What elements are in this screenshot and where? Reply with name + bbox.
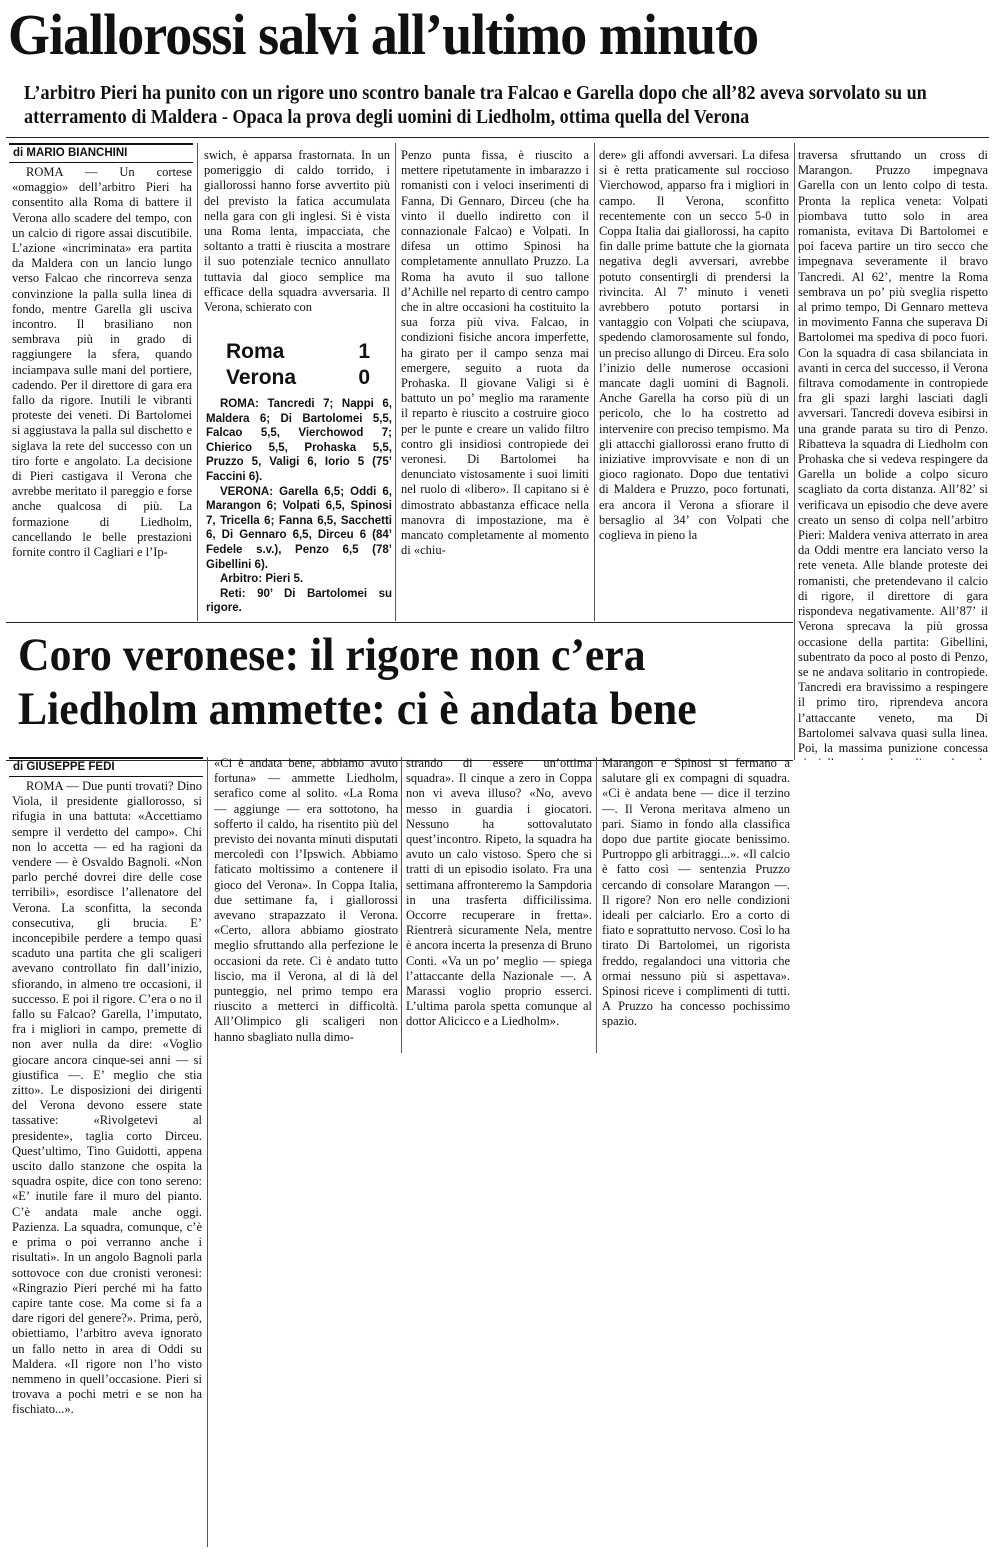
goals-away: 0 (358, 366, 370, 389)
score-box (206, 339, 392, 616)
article1-column-5-bottom (798, 760, 988, 1100)
score-row-away (206, 365, 392, 391)
bottom-edge (0, 1549, 213, 1557)
column-divider (594, 143, 595, 621)
article1-column-2: swich, è apparsa frastornata. In un pomeriggio di caldo torrido, i giallorossi hanno forse avvertito più del previsto la fatica accumulata nella gara con gli inglesi. Si è vista una Roma lenta, impacciata, che soltanto a tratti è riuscita a mostrare il suo potenziale tecnico annullato tuttavia dal gioco semplice ma efficace della squadra avversaria. Il Verona, schierato con (204, 148, 390, 315)
score-row-home (206, 339, 392, 365)
goals-home: 1 (358, 340, 370, 363)
headline-secondary-line2: Liedholm ammette: ci è andata bene (18, 683, 697, 735)
headline-main: Giallorossi salvi all’ultimo minuto (8, 2, 759, 67)
article2-column-3: strando di essere un’ottima squadra». Il cinque a zero in Coppa non vi aveva illuso? «No, avevo messo in guardia i giocatori. Nessuno ha sottovalutato quest’incontro. Ripeto, la squadra ha avuto un calo vistoso. Spero che si tratti di un episodio isolato. Fra una settimana affronteremo la Sampdoria in una trasferta difficilissima. Occorre recuperare in fretta». Rientrerà sicuramente Nela, mentre è ancora incerta la presenza di Bruno Conti. «Va un po’ meglio — spiega l’attaccante della Nazionale —. A Marassi voglio proprio esserci. L’ultima parola spetta comunque al dottor Alicicco e a Liedholm». (406, 756, 592, 1029)
article1-column-5-top: traversa sfruttando un cross di Marangon. Pruzzo impegnava Garella con un lento colpo di testa. Pronta la replica veneta: Volpati piombava tutto solo in area romanista, evitava Di Bartolomei e poi faceva partire un tiro secco che impegnava severamente il bravo Tancredi. Al 62’, mentre la Roma sembrava un po’ più sveglia rispetto al primo tempo, Di Gennaro metteva in movimento Fanna che superava Di Bartolomei ma spediva di poco fuori. Con la squadra di casa sbilanciata in avanti in cerca del successo, il Verona filtrava comodamente in contropiede fra gli spazi larghi lasciati dagli avversari. Tancredi doveva esibirsi in una grande parata su tiro di Penzo. Ribatteva la squadra di Liedholm con Prohaska che si vedeva respingere da Garella un bolide a colpo sicuro scagliato da corta distanza. All’82’ si verificava un episodio che deve avere creato un senso di colpa nell’arbitro Pieri: Maldera veniva atterrato in area da Oddi mentre era lanciato verso la rete veneta. Alle blande proteste dei romanisti, che pretendevano il calcio di rigore, il direttore di gara rispondeva negativamente. All’87’ il Verona sprecava la più grossa occasione della partita: Gibellini, subentrato da poco al posto di Penzo, se ne andava solitario in contropiede. Tancredi era bravissimo a respingere il primo tiro, riprendeva ancora l’attaccante veneto, ma Di Bartolomei salvava quasi sulla linea. Poi, la massima punizione concessa (798, 148, 988, 755)
lineups (206, 397, 392, 616)
article2-column-2: «Ci è andata bene, abbiamo avuto fortuna» — ammette Liedholm, serafico come al solito. «La Roma — aggiunge — era sottotono, ha sofferto il caldo, ha risentito più del previsto dei novanta minuti disputati mercoledì con l’Ipswich. Abbiamo faticato moltissimo a contenere il gioco del Verona». In Coppa Italia, due settimane fa, i giallorossi avevano strapazzato il Verona. «Certo, allora abbiamo giostrato meglio sfruttando alla perfezione le occasioni da rete. Ci è andato tutto liscio, ma il Verona, al di là del punteggio, nel primo tempo era riuscito a metterci in difficoltà. All’Olimpico gli scaligeri non hanno sbagliato nulla dimo- (214, 756, 398, 1044)
article1-column-3: Penzo punta fissa, è riuscito a mettere ripetutamente in imbarazzo i romanisti con i veloci inserimenti di Fanna, Di Gennaro, Dirceu (che ha vinto il duello indiretto con il connazionale Falcao) e Volpati. In difesa un ottimo Spinosi ha completamente annullato Pruzzo. La Roma ha avuto il suo tallone d’Achille nel reparto di centro campo che in altre occasioni ha costituito la sua forza più viva. Falcao, in condizioni fisiche ancora imperfette, ha girato per il campo senza mai emergere, seguito a ruota da Prohaska. Il giovane Valigi si è battuto un po’ meglio ma raramente il reparto è riuscito a costruire gioco per le punte e creare un valido filtro contro gli insidiosi contropiede dei veronesi. Di Bartolomei ha denunciato vistosamente i suoi limiti nel ruolo di «libero». Il capitano si è dimostrato abbastanza efficace nella manovra di impostazione, ma è mancato completamente al momento di «chiu- (401, 148, 589, 558)
column-divider (794, 143, 795, 763)
column-divider (197, 143, 198, 621)
byline-bianchini: di MARIO BIANCHINI (9, 143, 193, 163)
blank-area (213, 1258, 997, 1557)
column-divider (207, 757, 208, 1547)
team-away: Verona (226, 366, 297, 389)
subheadline: L’arbitro Pieri ha punito con un rigore uno scontro banale tra Falcao e Garella dopo che all’82 aveva sorvolato su un atterramento di Maldera - Opaca la prova degli uomini di Liedholm, ottima quella del Verona (24, 83, 927, 128)
lineup-verona: VERONA: Garella 6,5; Oddi 6, Marangon 6; Volpati 6,5, Spinosi 7, Tricella 6; Fanna 6,5, Sacchetti 6, Di Gennaro 6,5, Dirceu 6 (84’ Fedele s.v.), Penzo 6,5 (78’ Gibellini 6). (206, 485, 392, 571)
article2-column-4: Marangon e Spinosi si fermano a salutare gli ex compagni di squadra. «Ci è andata bene — dice il terzino —. Il Verona meritava almeno un pari. Siamo in fondo alla classifica dopo due partite giocate benissimo. Purtroppo gli arbitraggi...». «Il calcio è fatto così — sentenzia Pruzzo cercando di consolare Marangon —. Il rigore? Non ero nelle condizioni ideali per calciarlo. Ero a corto di fiato e soprattutto nervoso. Così lo ha tirato Di Bartolomei, un rigorista freddo, regalandoci una vittoria che ormai nessuno più si aspettava». Spinosi riceve i complimenti di tutti. A Pruzzo ha concesso pochissimo spazio. (602, 756, 790, 1029)
goals-scored: Reti: 90’ Di Bartolomei su rigore. (206, 587, 392, 615)
column-divider (401, 757, 402, 1053)
divider (6, 137, 989, 138)
article-clipping-main (0, 0, 997, 760)
divider (6, 622, 793, 623)
column-divider (395, 143, 396, 621)
team-home: Roma (226, 340, 285, 363)
referee: Arbitro: Pieri 5. (220, 573, 304, 586)
byline-fedi: di GIUSEPPE FEDI (9, 757, 203, 777)
column-divider (596, 757, 597, 1053)
headline-secondary-line1: Coro veronese: il rigore non c’era (18, 629, 646, 681)
article1-column-1: ROMA — Un cortese «omaggio» dell’arbitro Pieri ha consentito alla Roma di battere il Verona allo scadere del tempo, con un calcio di rigore assai discutibile. L’azione «incriminata» era partita da Maldera con un lancio lungo verso Falcao che rincorreva senza convinzione la palla sulla linea di fondo, mentre Garella gli usciva incontro. Il brasiliano non sembrava più in grado di raggiungere la sfera, quando inciampava sulle mani del portiere, cadendo. Per il direttore di gara era fallo da rigore. Inutili le vibranti proteste dei veneti. Di Bartolomei si aggiustava la palla sul dischetto e siglava la rete del successo con un tiro forte e angolato. La decisione di Pieri castigava il Verona che avrebbe meritato il pareggio e forse anche qualcosa di più. La formazione di Liedholm, cancellando le belle prestazioni fornite contro il Cagliari e l’Ip- (12, 165, 192, 560)
lineup-roma: ROMA: Tancredi 7; Nappi 6, Maldera 6; Di Bartolomei 5,5, Falcao 5,5, Vierchowod 7; Chierico 5,5, Prohaska 5,5, Pruzzo 5, Valigi 6, Iorio 5 (75’ Faccini 6). (206, 398, 392, 483)
article2-column-1: ROMA — Due punti trovati? Dino Viola, il presidente giallorosso, si rifugia in una battuta: «Accettiamo sempre il verdetto del campo». Chi non lo accetta — ed ha ragioni da vendere — è Osvaldo Bagnoli. «Non parlo perché dovrei dire delle cose terribili», esordisce l’allenatore del Verona. La sconfitta, la seconda consecutiva, gli brucia. E’ inconcepibile perdere a tempo quasi scaduto una partita che gli scaligeri avevano controllato fin dall’inizio, sfiorando, in almeno tre occasioni, il successo. E poi il rigore. C’era o no il fallo su Falcao? Garella, l’imputato, fra i migliori in campo, premette di non aver nulla da dire: «Voglio giocare ancora cinque-sei anni — si giustifica —. E’ meglio che stia zitto». Le disposizioni dei dirigenti del Verona devono essere state tassative: «Rivolgetevi al presidente», taglia corto Dirceu. Quest’ultimo, Tino Guidotti, appena uscito dallo stanzone che ospita la squadra ospite, dice con tono sereno: «E’ inutile fare il muro del pianto. C’è andata male anche oggi. Pazienza. La squadra, comunque, c’è e prima o poi verranno anche i risultati». In un angolo Bagnoli parla sottovoce con due cronisti veronesi: «Ringrazio Pieri perché mi ha fatto capire tante cose. Ma come si fa a dare rigori del genere?». Prima, però, obiettiamo, l’arbitro aveva ignorato un fallo netto in area di Oddi su Maldera. «Il rigore non l’ho visto nemmeno in quell’occasione. Pieri si trovava a pochi metri e se non ha fischiato...». (12, 779, 202, 1417)
headline-secondary (18, 628, 743, 736)
article1-column-4: dere» gli affondi avversari. La difesa si è retta praticamente sul roccioso Vierchowod, apparso fra i migliori in campo. Il Verona, sconfitto recentemente con un secco 5-0 in Coppa Italia dai giallorossi, ha capito fin dalle prime battute che la giornata negativa degli avversari, avrebbe potuto consentirgli di prendersi la rivincita. Al 7’ minuto i veneti avrebbero potuto portarsi in vantaggio con Volpati che sciupava, spedendo clamorosamente sul fondo, un preciso allungo di Dirceu. Era solo l’inizio delle numerose occasioni mancate dagli uomini di Bagnoli. Anche Garella ha corso più di un pericolo, che lo ha costretto ad intervenire con preciso tempismo. Ma gli attacchi giallorossi erano frutto di iniziative improvvisate e non di un gioco ragionato. Dopo due tentativi di Maldera e Pruzzo, poco fortunati, era ancora il Verona a sfiorare il bersaglio al 34’ con Volpati che coglieva in pieno la (599, 148, 789, 543)
